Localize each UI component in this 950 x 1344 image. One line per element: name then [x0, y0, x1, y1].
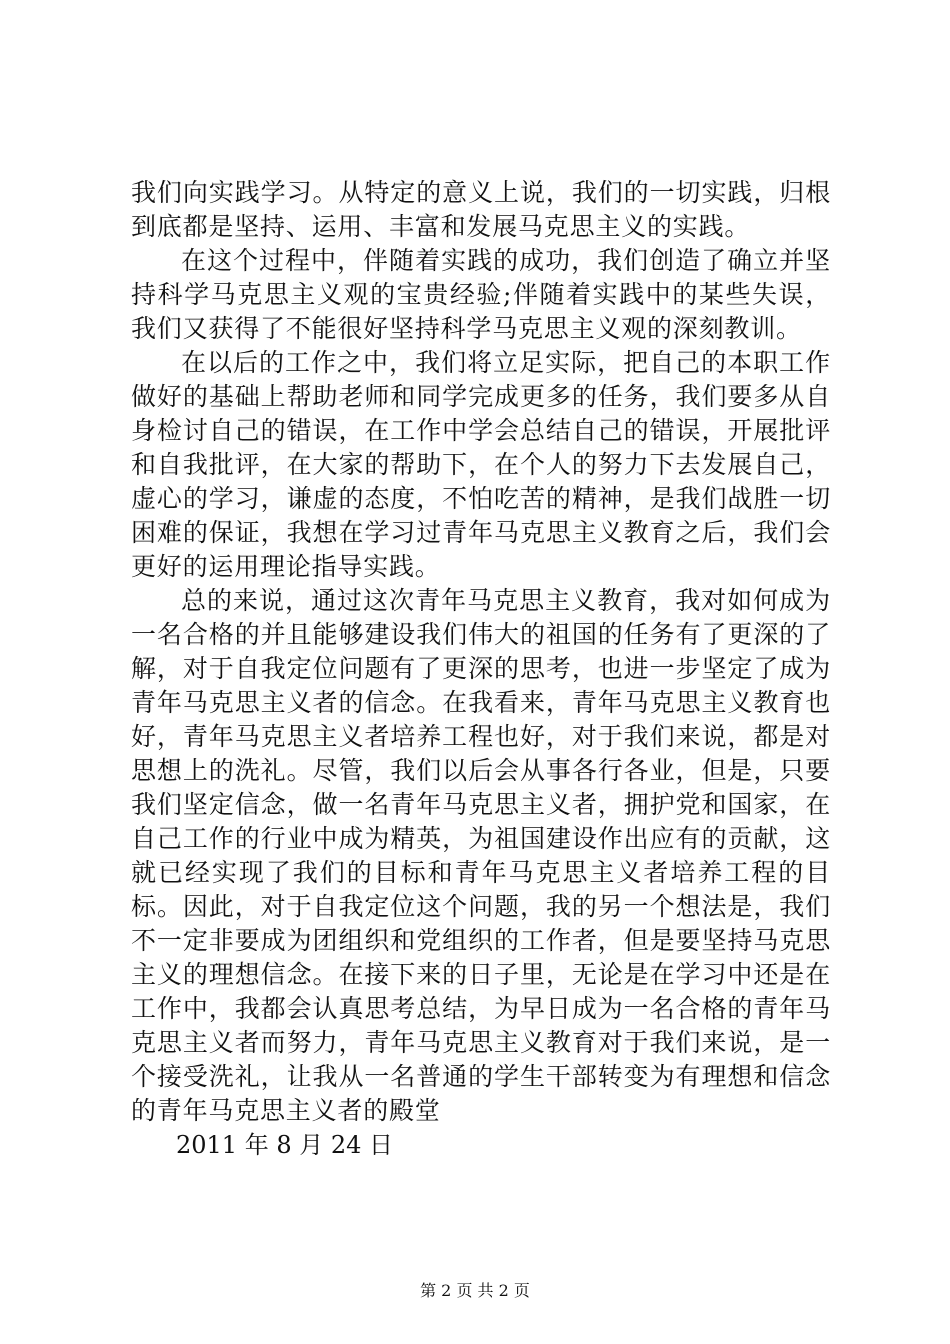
page-footer: 第 2 页 共 2 页 — [420, 1281, 530, 1300]
document-date: 2011 年 8 月 24 日 — [176, 1131, 394, 1159]
paragraph-1: 我们向实践学习。从特定的意义上说，我们的一切实践，归根到底都是坚持、运用、丰富和发展马克思主义的实践。 — [131, 178, 831, 241]
paragraph-4: 总的来说，通过这次青年马克思主义教育，我对如何成为一名合格的并且能够建设我们伟大的祖国的任务有了更深的了解，对于自我定位问题有了更深的思考，也进一步坚定了成为青年马克思主义者的信念。在我看来，青年马克思主义教育也好，青年马克思主义者培养工程也好，对于我们来说，都是对思想上的洗礼。尽管，我们以后会从事各行各业，但是，只要我们坚定信念，做一名青年马克思主义者，拥护党和国家，在自己工作的行业中成为精英，为祖国建设作出应有的贡献，这就已经实现了我们的目标和青年马克思主义者培养工程的目标。因此，对于自我定位这个问题，我的另一个想法是，我们不一定非要成为团组织和党组织的工作者，但是要坚持马克思主义的理想信念。在接下来的日子里，无论是在学习中还是在工作中，我都会认真思考总结，为早日成为一名合格的青年马克思主义者而努力，青年马克思主义教育对于我们来说，是一个接受洗礼，让我从一名普通的学生干部转变为有理想和信念的青年马克思主义者的殿堂 — [131, 586, 831, 1125]
paragraph-3: 在以后的工作之中，我们将立足实际，把自己的本职工作做好的基础上帮助老师和同学完成更多的任务，我们要多从自身检讨自己的错误，在工作中学会总结自己的错误，开展批评和自我批评，在大家的帮助下，在个人的努力下去发展自己，虚心的学习，谦虚的态度，不怕吃苦的精神，是我们战胜一切困难的保证，我想在学习过青年马克思主义教育之后，我们会更好的运用理论指导实践。 — [131, 348, 831, 581]
document-body — [131, 176, 831, 1162]
paragraph-2: 在这个过程中，伴随着实践的成功，我们创造了确立并坚持科学马克思主义观的宝贵经验;伴随着实践中的某些失误，我们又获得了不能很好坚持科学马克思主义观的深刻教训。 — [131, 246, 831, 343]
